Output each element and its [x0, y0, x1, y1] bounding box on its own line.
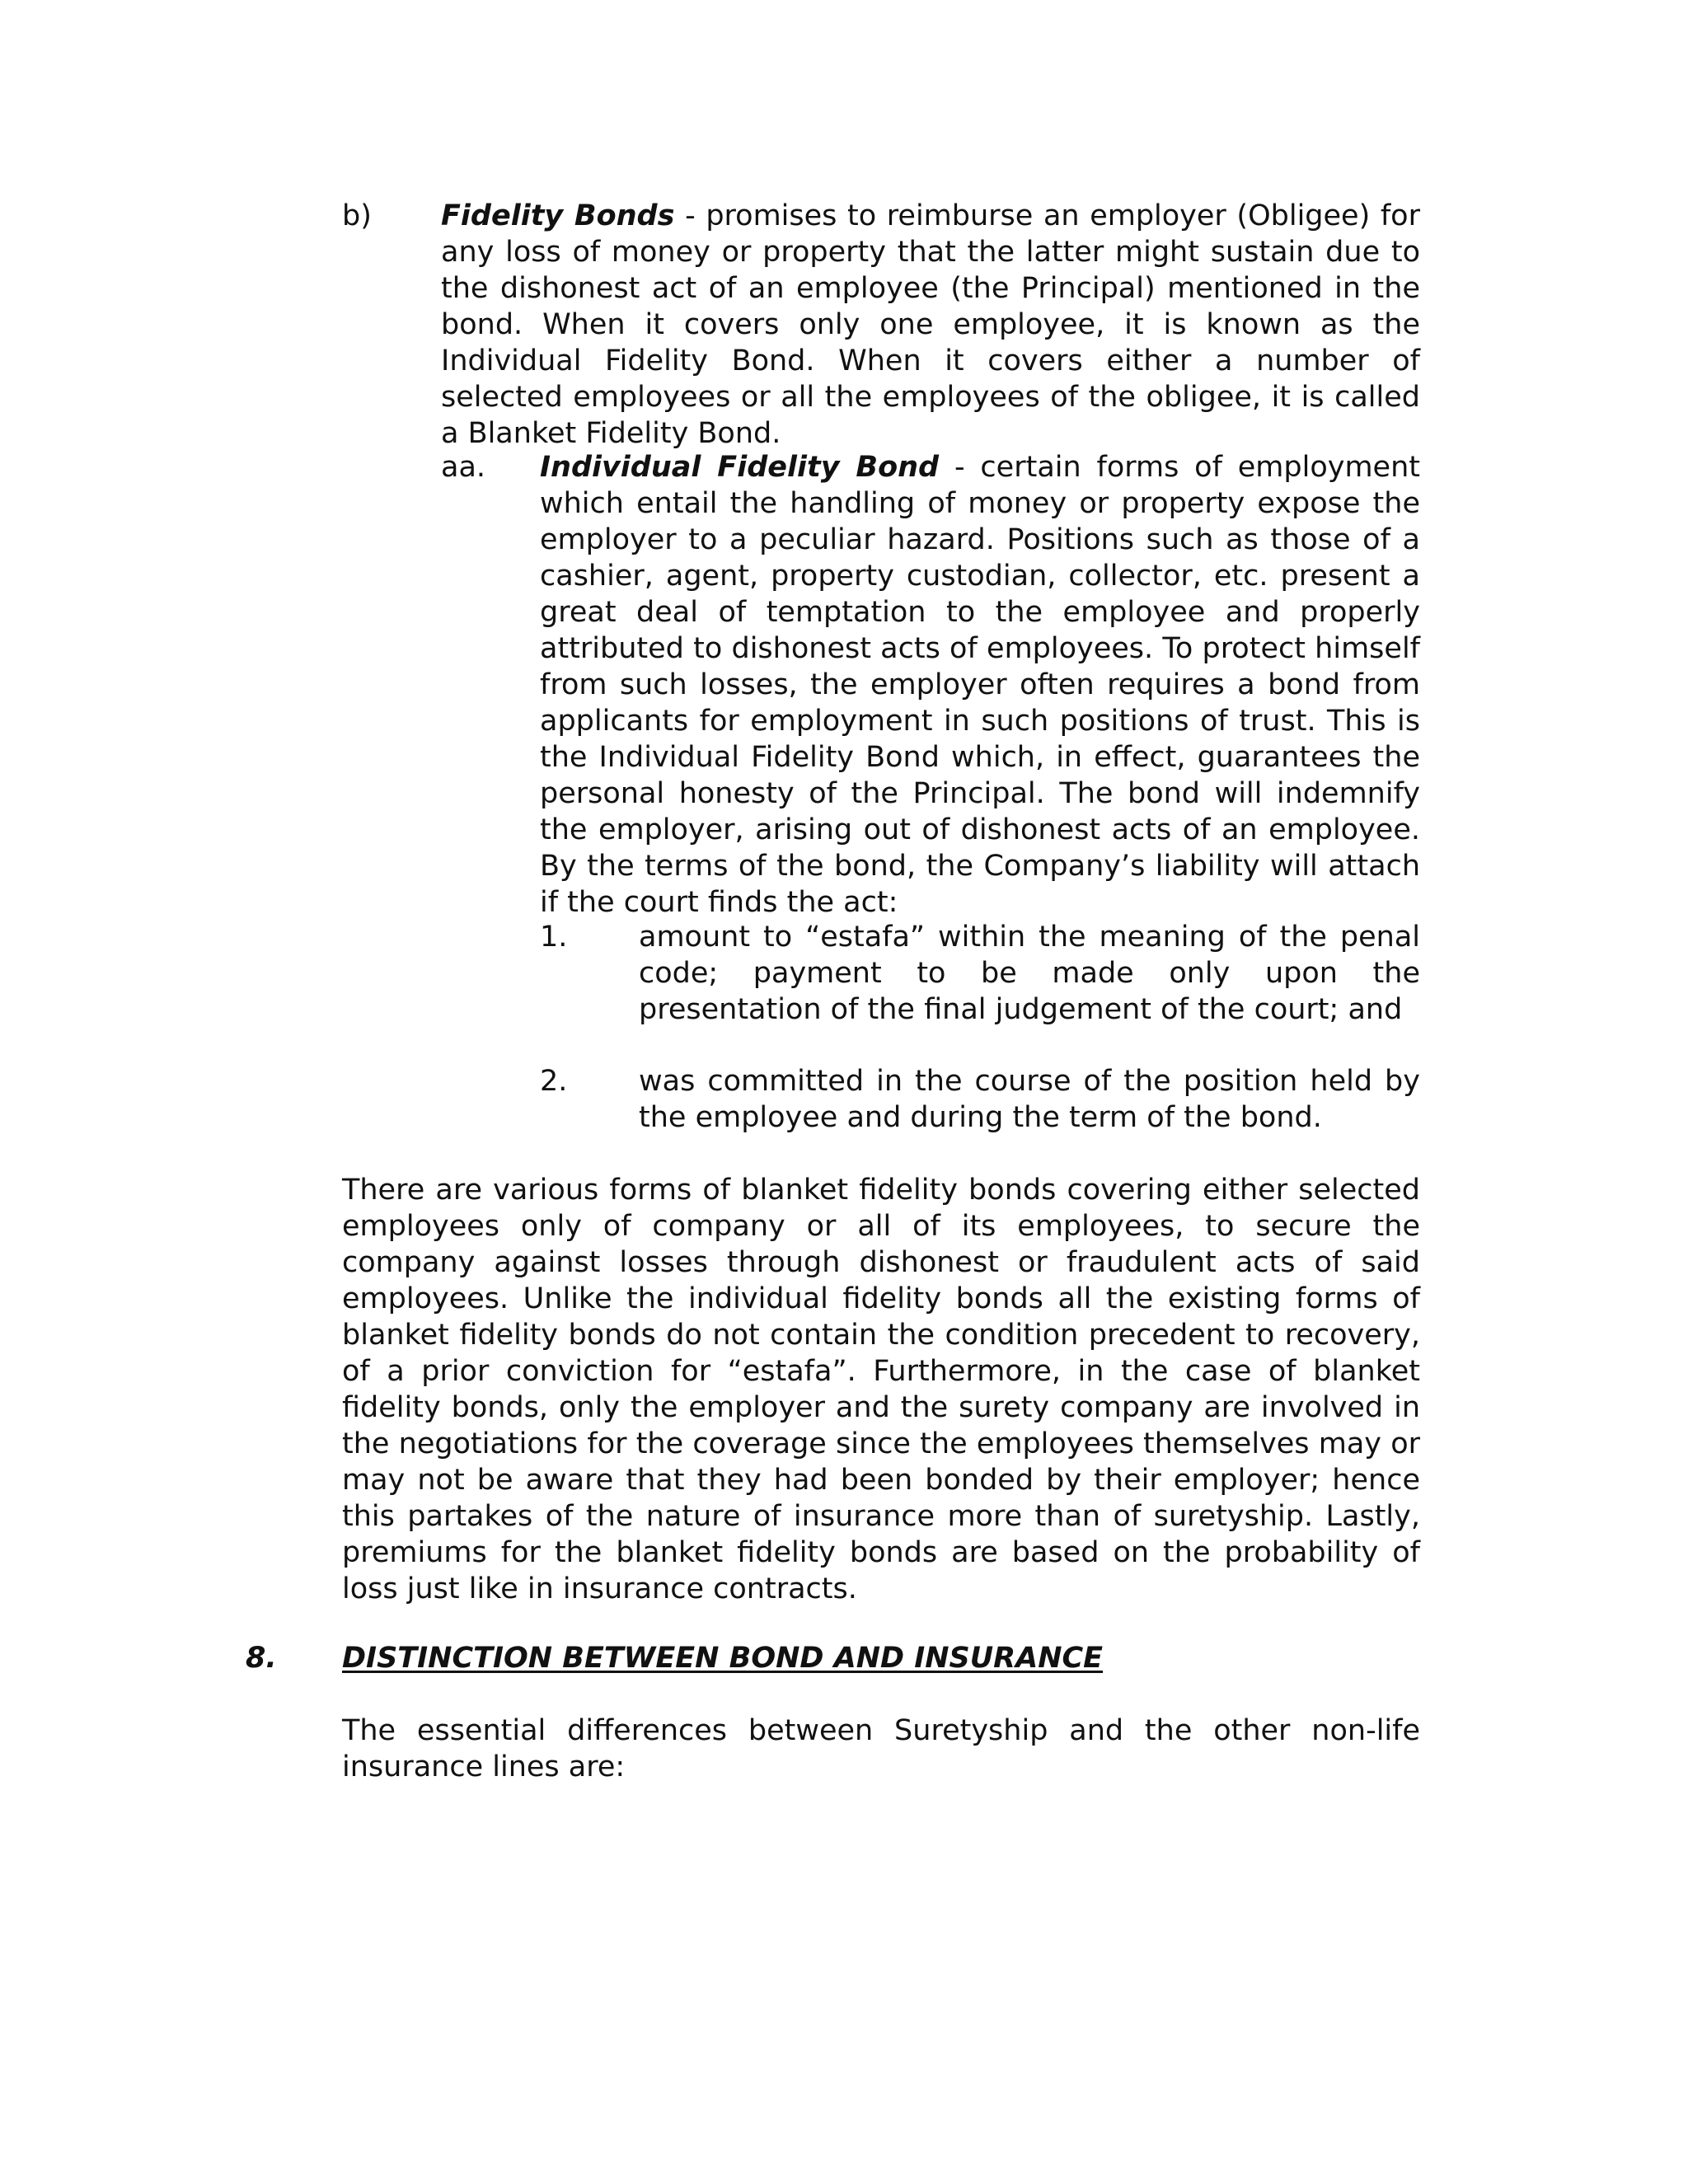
subsection-aa-marker: aa. — [441, 451, 486, 484]
section-b-paragraph — [441, 198, 1420, 452]
condition-2-marker: 2. — [540, 1065, 568, 1098]
condition-1-marker: 1. — [540, 921, 568, 954]
section-8-heading: DISTINCTION BETWEEN BOND AND INSURANCE — [342, 1642, 1104, 1675]
section-b-text: - promises to reimburse an employer (Obligee) for any loss of money or property that the latter might sustain due to the dishonest act of an employee (the Principal) mentioned in the bond. When it covers only one employee, it is known as the Individual Fidelity Bond. When it covers either a number of selected employees or all the employees of the obligee, it is called a Blanket Fidelity Bond. — [441, 199, 1420, 450]
section-8-number: 8. — [246, 1642, 277, 1675]
subsection-aa-term: Individual Fidelity Bond — [540, 451, 940, 484]
subsection-aa-paragraph — [540, 449, 1420, 921]
section-8-intro: The essential differences between Suretyship and the other non-life insurance lines are: — [342, 1714, 1420, 1783]
condition-1-text: amount to “estafa” within the meaning of the penal code; payment to be made only upon the presentation of the final judgement of the court; and — [639, 921, 1420, 1026]
section-b-marker: b) — [342, 199, 372, 232]
section-b-term: Fidelity Bonds — [441, 199, 675, 232]
condition-2-text: was committed in the course of the position held by the employee and during the term of the bond. — [639, 1065, 1420, 1134]
blanket-fidelity-paragraph: There are various forms of blanket fidelity bonds covering either selected employees only of company or all of its employees, to secure the company against losses through dishonest or fraudulent acts of said employees. Unlike the individual fidelity bonds all the existing forms of blanket fidelity bonds do not contain the condition precedent to recovery, of a prior conviction for “estafa”. Furthermore, in the case of blanket fidelity bonds, only the employer and the surety company are involved in the negotiations for the coverage since the employees themselves may or may not be aware that they had been bonded by their employer; hence this partakes of the nature of insurance more than of suretyship. Lastly, premiums for the blanket fidelity bonds are based on the probability of loss just like in insurance contracts. — [342, 1174, 1420, 1605]
subsection-aa-text: - certain forms of employment which entail the handling of money or property expose the employer to a peculiar hazard. Positions such as those of a cashier, agent, property custodian, collector, etc. present a great deal of temptation to the employee and properly attributed to dishonest acts of employees. To protect himself from such losses, the employer often requires a bond from applicants for employment in such positions of trust. This is the Individual Fidelity Bond which, in effect, guarantees the personal honesty of the Principal. The bond will indemnify the employer, arising out of dishonest acts of an employee. By the terms of the bond, the Company’s liability will attach if the court finds the act: — [540, 451, 1420, 919]
